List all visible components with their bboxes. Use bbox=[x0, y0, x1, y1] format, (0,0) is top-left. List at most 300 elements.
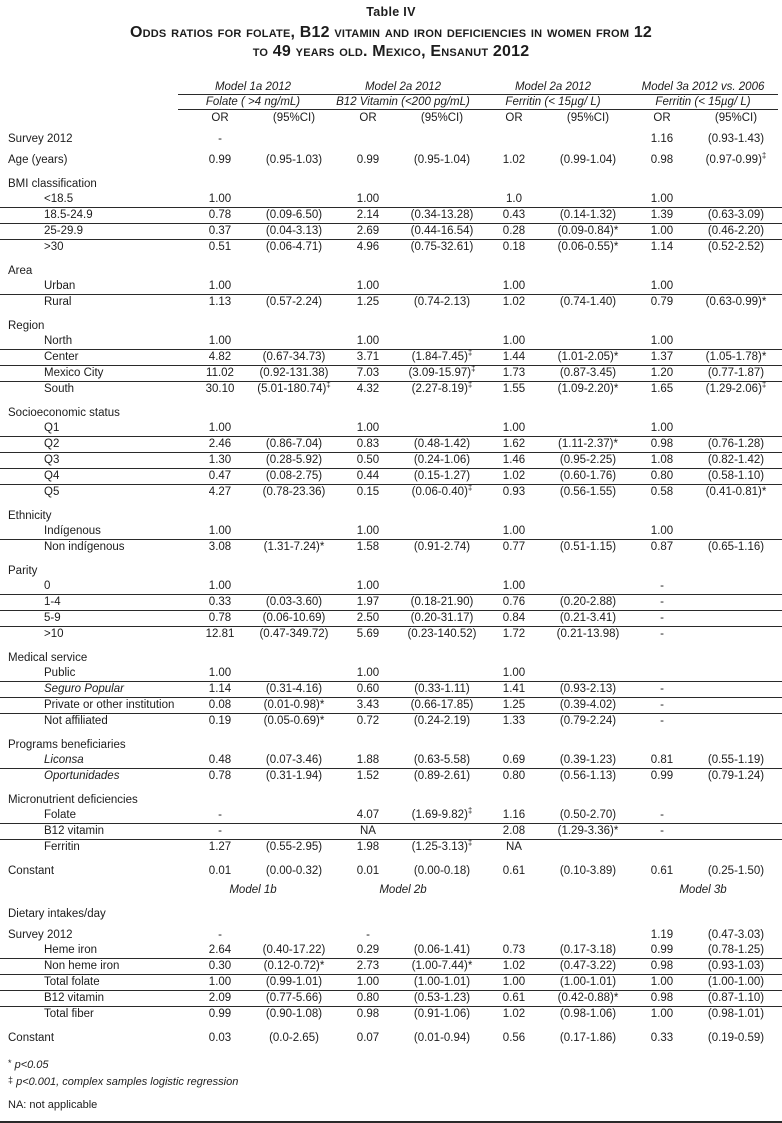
table-row bbox=[0, 484, 782, 500]
model-b-label bbox=[478, 883, 628, 898]
or-cell: 0.99 bbox=[356, 154, 380, 166]
or-cell: 1.02 bbox=[502, 154, 526, 166]
or-cell: 1.00 bbox=[650, 335, 674, 347]
ci-cell: (0.24-2.19) bbox=[413, 715, 471, 727]
or-cell: 0.98 bbox=[650, 960, 674, 972]
row-label: Age (years) bbox=[8, 154, 68, 166]
ci-cell: (0.09-0.84)* bbox=[557, 225, 619, 237]
spacer-cell bbox=[0, 110, 190, 126]
or-cell: 1.62 bbox=[502, 438, 526, 450]
section-header-row bbox=[0, 651, 782, 666]
ci-cell: (0.66-17.85) bbox=[410, 699, 474, 711]
ci-cell: (1.00-1.01) bbox=[559, 976, 617, 988]
or-cell: - bbox=[660, 628, 664, 640]
or-cell: 2.73 bbox=[356, 960, 380, 972]
ci-cell: (1.31-7.24)* bbox=[263, 541, 325, 553]
row-label: 5-9 bbox=[44, 612, 61, 624]
or-cell: 1.00 bbox=[208, 525, 232, 537]
or-cell: 0.80 bbox=[650, 470, 674, 482]
ci-header: (95%CI) bbox=[566, 112, 610, 124]
or-cell: 0.44 bbox=[356, 470, 380, 482]
ci-cell: (0.47-349.72) bbox=[259, 628, 329, 640]
or-cell: 1.58 bbox=[356, 541, 380, 553]
ci-cell: (0.20-31.17) bbox=[410, 612, 474, 624]
ci-cell: (0.46-2.20) bbox=[707, 225, 765, 237]
or-cell: 1.30 bbox=[208, 454, 232, 466]
row-label: Q5 bbox=[44, 486, 60, 498]
ci-cell: (0.78-23.36) bbox=[262, 486, 326, 498]
or-cell: 0.15 bbox=[356, 486, 380, 498]
ci-cell: (1.00-7.44)* bbox=[411, 960, 473, 972]
ci-cell: (0.56-1.13) bbox=[559, 770, 617, 782]
ci-cell: (0.34-13.28) bbox=[410, 209, 474, 221]
or-cell: 3.71 bbox=[356, 351, 380, 363]
ci-cell: (0.01-0.94) bbox=[413, 1032, 471, 1044]
or-cell: 0.98 bbox=[356, 1008, 380, 1020]
ci-cell: (0.47-3.22) bbox=[559, 960, 617, 972]
ci-cell: (0.12-0.72)* bbox=[263, 960, 325, 972]
row-label: Heme iron bbox=[44, 944, 98, 956]
or-cell: 0.83 bbox=[356, 438, 380, 450]
or-cell: - bbox=[218, 809, 222, 821]
ci-cell: (0.74-1.40) bbox=[559, 296, 617, 308]
ci-cell: (0.63-0.99)* bbox=[705, 296, 767, 308]
or-cell: 1.00 bbox=[502, 667, 526, 679]
ci-cell: (0.06-0.40)‡ bbox=[411, 483, 473, 498]
or-cell: 1.02 bbox=[502, 470, 526, 482]
or-cell: 0.43 bbox=[502, 209, 526, 221]
row-label: Micronutrient deficiencies bbox=[8, 794, 138, 806]
or-cell: 1.0 bbox=[506, 193, 522, 205]
table-row bbox=[0, 421, 782, 436]
ci-cell: (0.40-17.22) bbox=[262, 944, 326, 956]
ci-cell: (0.63-3.09) bbox=[707, 209, 765, 221]
or-cell: - bbox=[218, 929, 222, 941]
or-cell: 1.02 bbox=[502, 296, 526, 308]
table-row bbox=[0, 579, 782, 594]
ci-cell: (0.47-3.03) bbox=[707, 929, 765, 941]
or-cell: 0.03 bbox=[208, 1032, 232, 1044]
or-cell: 1.00 bbox=[650, 976, 674, 988]
or-cell: 1.98 bbox=[356, 841, 380, 853]
or-cell: 1.00 bbox=[650, 280, 674, 292]
or-cell: 0.69 bbox=[502, 754, 526, 766]
row-label: B12 vitamin bbox=[44, 992, 105, 1004]
footnote-na: NA: not applicable bbox=[8, 1099, 98, 1111]
or-cell: 0.84 bbox=[502, 612, 526, 624]
row-label: Total fiber bbox=[44, 1008, 94, 1020]
row-label: Urban bbox=[44, 280, 76, 292]
ci-cell: (0.01-0.98)* bbox=[263, 699, 325, 711]
or-cell: 1.44 bbox=[502, 351, 526, 363]
ci-cell: (0.19-0.59) bbox=[707, 1032, 765, 1044]
row-label: Survey 2012 bbox=[8, 929, 73, 941]
row-label: Area bbox=[8, 265, 33, 277]
or-cell: 1.00 bbox=[356, 667, 380, 679]
row-label: Folate bbox=[44, 809, 76, 821]
or-cell: 0.98 bbox=[650, 154, 674, 166]
row-label: Q2 bbox=[44, 438, 60, 450]
section-header-row bbox=[0, 793, 782, 808]
section-header-row bbox=[0, 509, 782, 524]
ci-cell: (0.63-5.58) bbox=[413, 754, 471, 766]
ci-cell: (0.87-3.45) bbox=[559, 367, 617, 379]
table-row bbox=[0, 365, 782, 381]
or-cell: - bbox=[660, 825, 664, 837]
or-cell: 0.77 bbox=[502, 541, 526, 553]
section-header-row bbox=[0, 564, 782, 579]
ci-cell: (1.01-2.05)* bbox=[557, 351, 619, 363]
row-label: Non heme iron bbox=[44, 960, 120, 972]
ci-cell: (0.17-3.18) bbox=[559, 944, 617, 956]
table-row bbox=[0, 943, 782, 958]
or-cell: 1.00 bbox=[502, 580, 526, 592]
table-row bbox=[0, 697, 782, 713]
section-header-row bbox=[0, 319, 782, 334]
ci-cell: (0.58-1.10) bbox=[707, 470, 765, 482]
row-label: 25-29.9 bbox=[44, 225, 84, 237]
measure-header-1: Folate ( >4 ng/mL) bbox=[205, 96, 301, 108]
or-cell: NA bbox=[506, 841, 522, 853]
ci-cell: (0.21-3.41) bbox=[559, 612, 617, 624]
or-cell: 1.00 bbox=[650, 1008, 674, 1020]
table-row bbox=[0, 279, 782, 294]
table-title-line-1: Odds ratios for folate, B12 vitamin and iron deficiencies in women from 12 bbox=[129, 24, 653, 41]
or-cell: 1.02 bbox=[502, 960, 526, 972]
ci-cell: (0.17-1.86) bbox=[559, 1032, 617, 1044]
or-cell: 4.82 bbox=[208, 351, 232, 363]
model-header-4: Model 3a 2012 vs. 2006 bbox=[641, 81, 765, 93]
table-row bbox=[0, 524, 782, 539]
ci-header: (95%CI) bbox=[420, 112, 464, 124]
row-label: 18.5-24.9 bbox=[44, 209, 93, 221]
ci-cell: (0.57-2.24) bbox=[265, 296, 323, 308]
or-cell: NA bbox=[360, 825, 376, 837]
or-cell: 1.00 bbox=[502, 280, 526, 292]
ci-cell: (1.00-1.01) bbox=[413, 976, 471, 988]
ci-cell: (0.53-1.23) bbox=[413, 992, 471, 1004]
or-cell: 0.87 bbox=[650, 541, 674, 553]
or-cell: 0.61 bbox=[502, 992, 526, 1004]
table-row bbox=[0, 958, 782, 974]
or-cell: - bbox=[218, 825, 222, 837]
row-label: North bbox=[44, 335, 73, 347]
ci-cell: (0.75-32.61) bbox=[410, 241, 474, 253]
or-cell: 4.07 bbox=[356, 809, 380, 821]
or-cell: 0.79 bbox=[650, 296, 674, 308]
row-label: Socioeconomic status bbox=[8, 407, 120, 419]
or-cell: 0.33 bbox=[650, 1032, 674, 1044]
ci-cell: (0.06-0.55)* bbox=[557, 241, 619, 253]
row-label: Oportunidades bbox=[44, 770, 120, 782]
or-cell: 1.13 bbox=[208, 296, 232, 308]
or-cell: 1.41 bbox=[502, 683, 526, 695]
table-body bbox=[0, 132, 782, 1046]
or-cell: 2.08 bbox=[502, 825, 526, 837]
ci-cell: (0.06-1.41) bbox=[413, 944, 471, 956]
or-cell: 1.39 bbox=[650, 209, 674, 221]
model-b-label: Model 2b bbox=[379, 884, 427, 896]
or-cell: 0.50 bbox=[356, 454, 380, 466]
row-label: Not affiliated bbox=[44, 715, 108, 727]
table-row bbox=[0, 768, 782, 784]
or-cell: 0.72 bbox=[356, 715, 380, 727]
or-cell: 0.29 bbox=[356, 944, 380, 956]
or-cell: 1.00 bbox=[650, 422, 674, 434]
model-b-label: Model 1b bbox=[229, 884, 277, 896]
section-header-row bbox=[0, 177, 782, 192]
or-cell: - bbox=[218, 133, 222, 145]
or-cell: 1.00 bbox=[356, 580, 380, 592]
or-cell: 1.97 bbox=[356, 596, 380, 608]
or-cell: 0.99 bbox=[208, 1008, 232, 1020]
ci-cell: (0.82-1.42) bbox=[707, 454, 765, 466]
or-cell: 1.00 bbox=[356, 976, 380, 988]
or-cell: 0.80 bbox=[502, 770, 526, 782]
row-label: 1-4 bbox=[44, 596, 61, 608]
or-cell: - bbox=[660, 683, 664, 695]
or-header: OR bbox=[211, 112, 229, 124]
or-cell: 0.58 bbox=[650, 486, 674, 498]
table-row bbox=[0, 594, 782, 610]
ci-cell: (0.20-2.88) bbox=[559, 596, 617, 608]
ci-cell: (0.09-6.50) bbox=[265, 209, 323, 221]
ci-cell: (0.28-5.92) bbox=[265, 454, 323, 466]
ci-cell: (0.39-1.23) bbox=[559, 754, 617, 766]
or-cell: 4.32 bbox=[356, 383, 380, 395]
or-cell: 1.00 bbox=[356, 335, 380, 347]
row-label: Liconsa bbox=[44, 754, 84, 766]
ci-cell: (1.29-2.06)‡ bbox=[705, 380, 767, 395]
ci-cell: (0.95-1.03) bbox=[265, 154, 323, 166]
or-cell: - bbox=[660, 699, 664, 711]
row-label: Constant bbox=[8, 865, 55, 877]
or-cell: 1.37 bbox=[650, 351, 674, 363]
or-cell: 0.60 bbox=[356, 683, 380, 695]
footnote-text: p<0.001, complex samples logistic regression bbox=[16, 1076, 239, 1088]
or-cell: 1.00 bbox=[502, 335, 526, 347]
or-cell: 1.46 bbox=[502, 454, 526, 466]
or-header: OR bbox=[653, 112, 671, 124]
or-cell: 0.61 bbox=[502, 865, 526, 877]
table-row bbox=[0, 990, 782, 1006]
or-cell: 0.78 bbox=[208, 770, 232, 782]
table-title bbox=[0, 23, 782, 61]
ci-cell: (0.99-1.01) bbox=[265, 976, 323, 988]
or-cell: 0.01 bbox=[356, 865, 380, 877]
ci-cell: (0.05-0.69)* bbox=[263, 715, 325, 727]
row-label: B12 vitamin bbox=[44, 825, 105, 837]
row-label: Rural bbox=[44, 296, 72, 308]
row-label: BMI classification bbox=[8, 178, 97, 190]
or-cell: 1.52 bbox=[356, 770, 380, 782]
ci-cell: (0.52-2.52) bbox=[707, 241, 765, 253]
ci-cell: (3.09-15.97)‡ bbox=[408, 364, 476, 379]
ci-cell: (0.15-1.27) bbox=[413, 470, 471, 482]
ci-cell: (0.31-4.16) bbox=[265, 683, 323, 695]
ci-cell: (0.77-5.66) bbox=[265, 992, 323, 1004]
or-cell: 0.48 bbox=[208, 754, 232, 766]
ci-cell: (1.05-1.78)* bbox=[705, 351, 767, 363]
table-row bbox=[0, 239, 782, 255]
ci-cell: (0.91-2.74) bbox=[413, 541, 471, 553]
footnotes bbox=[0, 1056, 782, 1113]
ci-cell: (0.86-7.04) bbox=[265, 438, 323, 450]
ci-cell: (0.25-1.50) bbox=[707, 865, 765, 877]
footnote-marker: ‡ bbox=[8, 1075, 14, 1085]
ci-cell: (0.74-2.13) bbox=[413, 296, 471, 308]
row-label: South bbox=[44, 383, 75, 395]
table-row bbox=[0, 452, 782, 468]
ci-cell: (0.97-0.99)‡ bbox=[705, 151, 767, 166]
ci-cell: (0.04-3.13) bbox=[265, 225, 323, 237]
ci-cell: (0.31-1.94) bbox=[265, 770, 323, 782]
measure-header-row bbox=[178, 95, 778, 110]
or-cell: 11.02 bbox=[206, 367, 234, 379]
or-cell: 0.81 bbox=[650, 754, 674, 766]
or-cell: 1.00 bbox=[208, 580, 232, 592]
or-cell: 1.14 bbox=[650, 241, 674, 253]
or-cell: 1.00 bbox=[356, 193, 380, 205]
model-header-3: Model 2a 2012 bbox=[514, 81, 592, 93]
ci-cell: (0.33-1.11) bbox=[414, 683, 470, 695]
row-label: Q1 bbox=[44, 422, 60, 434]
row-label: Seguro Popular bbox=[44, 683, 124, 695]
or-cell: 1.33 bbox=[502, 715, 526, 727]
footnote-p05 bbox=[8, 1056, 782, 1073]
row-label: Q3 bbox=[44, 454, 60, 466]
table-row bbox=[0, 1031, 782, 1046]
row-label: Survey 2012 bbox=[8, 133, 73, 145]
ci-cell: (1.09-2.20)* bbox=[557, 383, 619, 395]
or-cell: 1.25 bbox=[356, 296, 380, 308]
table-row bbox=[0, 666, 782, 681]
table-row bbox=[0, 207, 782, 223]
ci-cell: (0.41-0.81)* bbox=[705, 486, 767, 498]
or-cell: 1.65 bbox=[650, 383, 674, 395]
row-label: 0 bbox=[44, 580, 51, 592]
ci-cell: (0.79-2.24) bbox=[559, 715, 617, 727]
or-cell: 30.10 bbox=[205, 383, 235, 395]
row-label: Indígenous bbox=[44, 525, 101, 537]
row-label: >10 bbox=[44, 628, 64, 640]
ci-cell: (0.79-1.24) bbox=[707, 770, 765, 782]
table-row bbox=[0, 753, 782, 768]
or-cell: 1.16 bbox=[502, 809, 526, 821]
ci-cell: (0.95-1.04) bbox=[413, 154, 471, 166]
or-cell: 0.08 bbox=[208, 699, 232, 711]
ci-cell: (0.48-1.42) bbox=[413, 438, 471, 450]
or-cell: 0.78 bbox=[208, 612, 232, 624]
or-cell: 1.00 bbox=[208, 667, 232, 679]
footnote-text: p<0.05 bbox=[14, 1059, 49, 1071]
table-row bbox=[0, 436, 782, 452]
or-cell: 1.02 bbox=[502, 1008, 526, 1020]
ci-cell: (0.06-4.71) bbox=[265, 241, 323, 253]
ci-cell: (0.89-2.61) bbox=[413, 770, 471, 782]
section-header-row bbox=[0, 738, 782, 753]
or-cell: 1.14 bbox=[208, 683, 232, 695]
ci-cell: (0.93-2.13) bbox=[559, 683, 617, 695]
ci-cell: (0.00-0.18) bbox=[413, 865, 471, 877]
or-cell: 2.64 bbox=[208, 944, 232, 956]
ci-cell: (1.84-7.45)‡ bbox=[411, 348, 473, 363]
or-cell: 0.76 bbox=[502, 596, 526, 608]
or-cell: 1.00 bbox=[208, 422, 232, 434]
ci-cell: (0.07-3.46) bbox=[265, 754, 323, 766]
ci-cell: (0.99-1.04) bbox=[559, 154, 617, 166]
or-cell: 0.07 bbox=[356, 1032, 380, 1044]
or-header: OR bbox=[359, 112, 377, 124]
table-row bbox=[0, 928, 782, 943]
or-cell: - bbox=[660, 715, 664, 727]
ci-cell: (0.77-1.87) bbox=[707, 367, 765, 379]
row-label: Ferritin bbox=[44, 841, 80, 853]
ci-cell: (0.98-1.01) bbox=[707, 1008, 765, 1020]
or-cell: 1.27 bbox=[208, 841, 232, 853]
or-cell: 0.99 bbox=[208, 154, 232, 166]
or-cell: 4.27 bbox=[208, 486, 232, 498]
ci-cell: (0.55-2.95) bbox=[265, 841, 323, 853]
or-cell: - bbox=[660, 596, 664, 608]
or-cell: 0.37 bbox=[208, 225, 232, 237]
row-label: Medical service bbox=[8, 652, 88, 664]
model-b-label: Model 3b bbox=[679, 884, 727, 896]
ci-cell: (0.44-16.54) bbox=[410, 225, 474, 237]
table-row bbox=[0, 223, 782, 239]
ci-cell: (0.93-1.03) bbox=[707, 960, 765, 972]
table-row bbox=[0, 334, 782, 349]
or-cell: 0.30 bbox=[208, 960, 232, 972]
ci-cell: (0.56-1.55) bbox=[559, 486, 617, 498]
ci-cell: (0.95-2.25) bbox=[559, 454, 617, 466]
or-cell: 1.00 bbox=[502, 525, 526, 537]
ci-cell: (0.65-1.16) bbox=[707, 541, 765, 553]
row-label: Constant bbox=[8, 1032, 55, 1044]
or-cell: 7.03 bbox=[356, 367, 380, 379]
or-cell: 2.09 bbox=[208, 992, 232, 1004]
ci-cell: (0.18-21.90) bbox=[410, 596, 474, 608]
table-number: Table IV bbox=[366, 5, 416, 19]
table-row bbox=[0, 974, 782, 990]
or-cell: 0.93 bbox=[502, 486, 526, 498]
or-cell: 1.25 bbox=[502, 699, 526, 711]
row-label: Non indígenous bbox=[44, 541, 125, 553]
or-cell: 1.00 bbox=[208, 335, 232, 347]
table-row bbox=[0, 808, 782, 823]
or-cell: 1.00 bbox=[356, 422, 380, 434]
or-cell: 0.98 bbox=[650, 438, 674, 450]
table-row bbox=[0, 1006, 782, 1022]
or-cell: 2.50 bbox=[356, 612, 380, 624]
ci-cell: (0.78-1.25) bbox=[707, 944, 765, 956]
ci-cell: (0.60-1.76) bbox=[559, 470, 617, 482]
ci-cell: (1.00-1.00) bbox=[707, 976, 765, 988]
or-cell: 1.00 bbox=[208, 976, 232, 988]
row-label: Public bbox=[44, 667, 76, 679]
or-cell: 12.81 bbox=[205, 628, 235, 640]
or-cell: 0.99 bbox=[650, 770, 674, 782]
ci-cell: (0.67-34.73) bbox=[262, 351, 326, 363]
row-label: Mexico City bbox=[44, 367, 104, 379]
row-label: <18.5 bbox=[44, 193, 74, 205]
ci-cell: (5.01-180.74)‡ bbox=[257, 380, 331, 395]
or-cell: 0.99 bbox=[650, 944, 674, 956]
or-cell: 0.33 bbox=[208, 596, 232, 608]
table-row bbox=[0, 381, 782, 397]
row-label: Dietary intakes/day bbox=[8, 908, 106, 920]
or-cell: 0.19 bbox=[208, 715, 232, 727]
